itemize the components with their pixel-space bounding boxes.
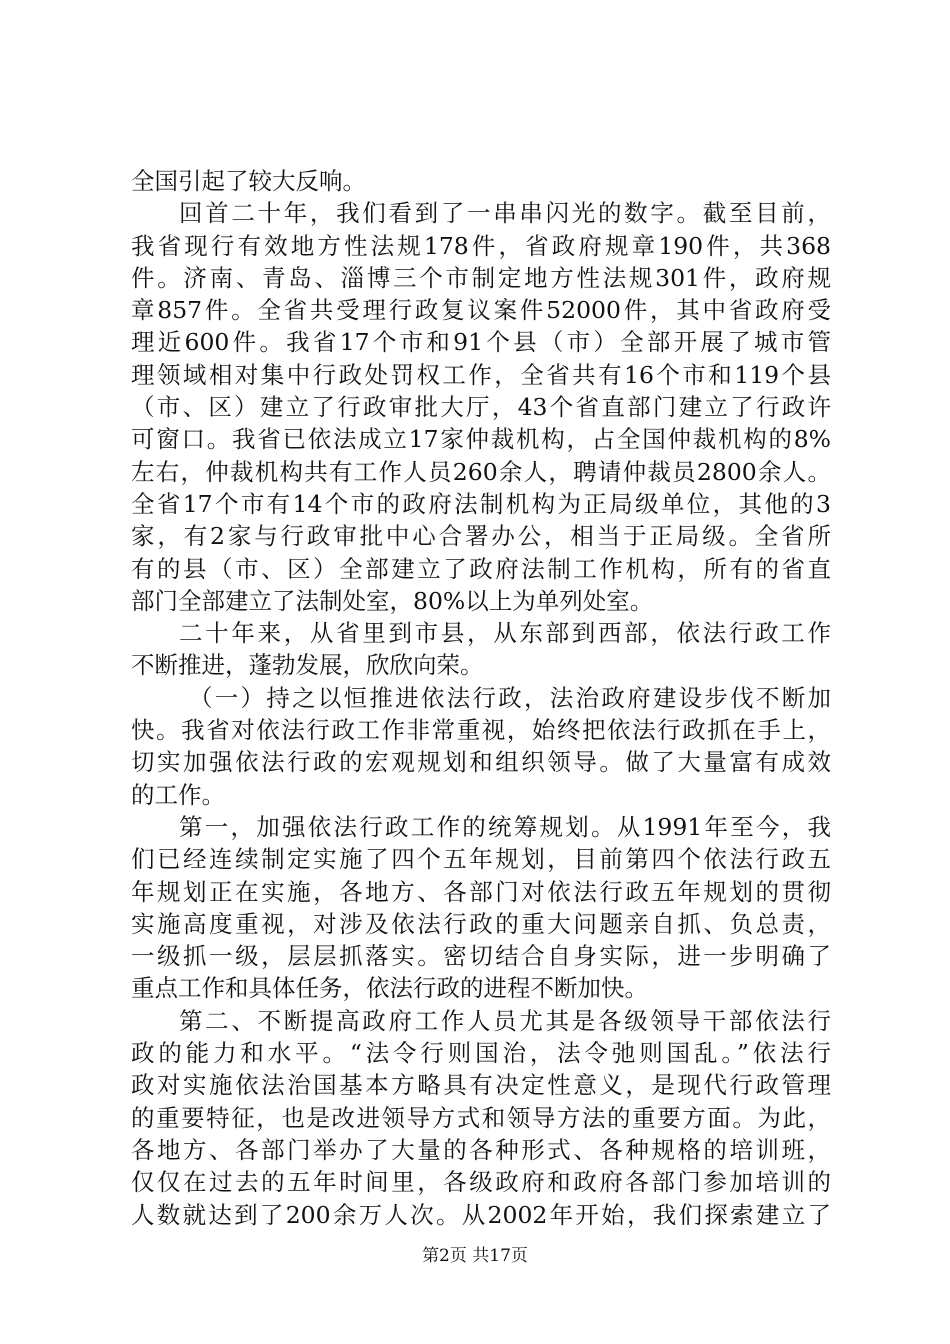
text-line: 一级抓一级，层层抓落实。密切结合自身实际，进一步明确了 — [131, 942, 831, 971]
text-line: 第一，加强依法行政工作的统筹规划。从1991年至今，我 — [179, 812, 831, 841]
text-line: 全国引起了较大反响。 — [131, 167, 366, 195]
page-footer: 第2页 共17页 — [422, 1246, 528, 1266]
text-line: 章857件。全省共受理行政复议案件52000件，其中省政府受 — [131, 296, 831, 325]
text-line: 有的县（市、区）全部建立了政府法制工作机构，所有的省直 — [131, 554, 831, 583]
text-line: 实施高度重视，对涉及依法行政的重大问题亲自抓、负总责， — [131, 909, 831, 938]
text-line: 家，有2家与行政审批中心合署办公，相当于正局级。全省所 — [131, 522, 831, 551]
text-line: （市、区）建立了行政审批大厅，43个省直部门建立了行政许 — [131, 393, 831, 422]
text-line: 人数就达到了200余万人次。从2002年开始，我们探索建立了 — [131, 1200, 831, 1229]
text-line: 各地方、各部门举办了大量的各种形式、各种规格的培训班， — [131, 1135, 831, 1164]
text-line: 左右，仲裁机构共有工作人员260余人，聘请仲裁员2800余人。 — [131, 457, 831, 486]
body-text — [131, 165, 831, 1231]
text-line: （一）持之以恒推进依法行政，法治政府建设步伐不断加 — [189, 683, 831, 712]
text-line: 们已经连续制定实施了四个五年规划，目前第四个依法行政五 — [131, 845, 831, 874]
text-line: 可窗口。我省已依法成立17家仲裁机构，占全国仲裁机构的8% — [131, 425, 831, 454]
text-line: 政对实施依法治国基本方略具有决定性意义，是现代行政管理 — [131, 1071, 831, 1100]
text-line: 快。我省对依法行政工作非常重视，始终把依法行政抓在手上， — [131, 716, 831, 745]
text-line: 的重要特征，也是改进领导方式和领导方法的重要方面。为此， — [131, 1103, 831, 1132]
text-line: 不断推进，蓬勃发展，欣欣向荣。 — [131, 651, 484, 680]
text-line: 理近600件。我省17个市和91个县（市）全部开展了城市管 — [131, 328, 831, 357]
text-line: 第二、不断提高政府工作人员尤其是各级领导干部依法行 — [179, 1006, 831, 1035]
text-line: 切实加强依法行政的宏观规划和组织领导。做了大量富有成效 — [131, 748, 831, 777]
text-line: 件。济南、青岛、淄博三个市制定地方性法规301件，政府规 — [131, 263, 831, 292]
text-line: 回首二十年，我们看到了一串串闪光的数字。截至目前， — [179, 199, 831, 228]
text-line: 政的能力和水平。“法令行则国治，法令弛则国乱。”依法行 — [131, 1039, 831, 1068]
text-line: 年规划正在实施，各地方、各部门对依法行政五年规划的贯彻 — [131, 877, 831, 906]
text-line: 我省现行有效地方性法规178件，省政府规章190件，共368 — [131, 231, 831, 260]
text-line: 仅仅在过去的五年时间里，各级政府和政府各部门参加培训的 — [131, 1168, 831, 1197]
text-line: 理领域相对集中行政处罚权工作，全省共有16个市和119个县 — [131, 360, 831, 389]
text-line: 部门全部建立了法制处室，80%以上为单列处室。 — [131, 586, 654, 615]
text-line: 重点工作和具体任务，依法行政的进程不断加快。 — [131, 974, 648, 1003]
text-line: 的工作。 — [131, 780, 225, 809]
text-line: 二十年来，从省里到市县，从东部到西部，依法行政工作 — [179, 619, 831, 648]
text-line: 全省17个市有14个市的政府法制机构为正局级单位，其他的3 — [131, 489, 831, 518]
